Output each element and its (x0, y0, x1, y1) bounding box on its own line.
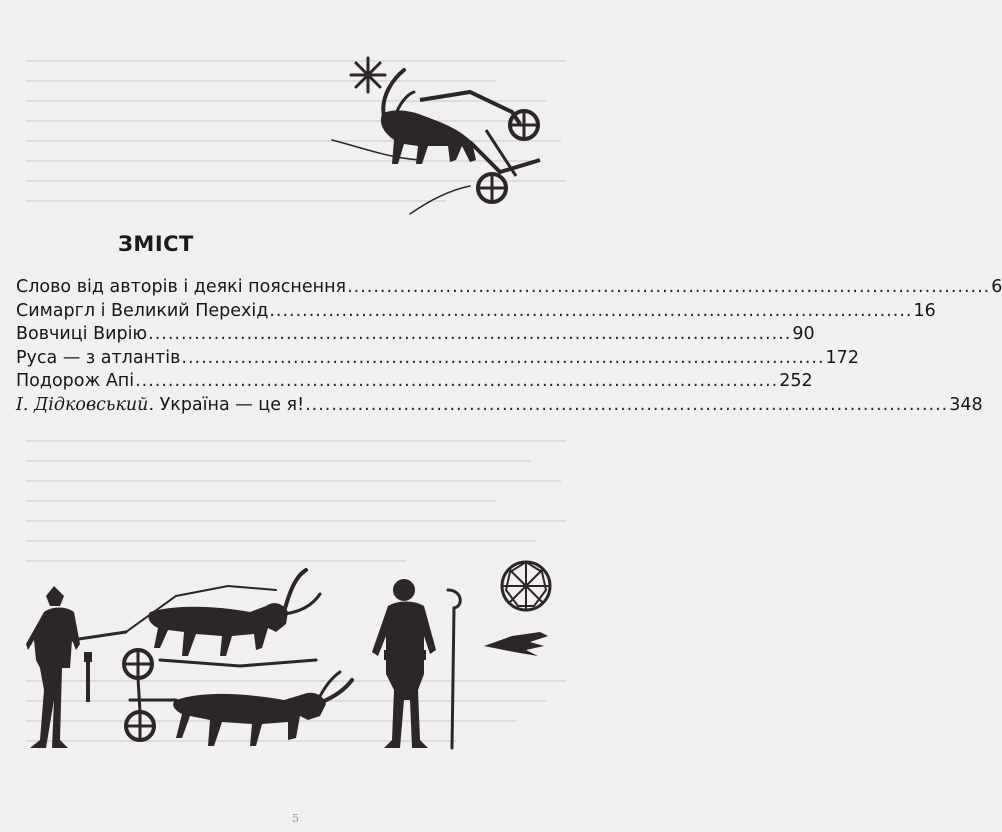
toc-page-number: 16 (913, 300, 936, 321)
upper-ox-figure (148, 603, 288, 656)
toc-page-number: 252 (779, 371, 813, 391)
toc-page-number: 172 (825, 347, 859, 368)
sun-wheel-icon (502, 562, 550, 610)
toc-entry-title: І. Дідковський. Україна — це я! (16, 394, 305, 415)
toc-leader-dots: .................................................................................................. (148, 324, 792, 344)
left-warrior-figure (26, 586, 92, 748)
toc-page-number: 90 (792, 324, 815, 344)
bird-icon (484, 632, 548, 656)
right-priest-figure (372, 579, 436, 748)
toc-entry-title: Руса — з атлантів (16, 347, 181, 368)
toc-leader-dots: .................................................................................................. (347, 277, 991, 297)
toc-entry-title: Симаргл і Великий Перехід (16, 300, 269, 321)
contents-heading: ЗМІСТ (118, 232, 194, 256)
page-number: 5 (292, 812, 299, 825)
toc-leader-dots: .................................................................................................. (135, 371, 779, 391)
toc-leader-dots: .................................................................................................. (181, 347, 825, 368)
toc-page-number: 348 (949, 394, 983, 415)
toc-leader-dots: .................................................................................................. (305, 394, 949, 415)
toc-entry-title: Слово від авторів і деякі пояснення (16, 277, 347, 297)
lower-ox-figure (173, 693, 326, 746)
toc-entry-author: І. Дідковський. (16, 394, 155, 415)
toc-page-number: 6 (991, 277, 1002, 297)
toc-entry-title: Вовчиці Вирію (16, 324, 148, 344)
toc-leader-dots: .................................................................................................. (269, 300, 913, 321)
toc-entry-title: Подорож Апі (16, 371, 135, 391)
chariot-wheels-bottom (124, 650, 154, 740)
